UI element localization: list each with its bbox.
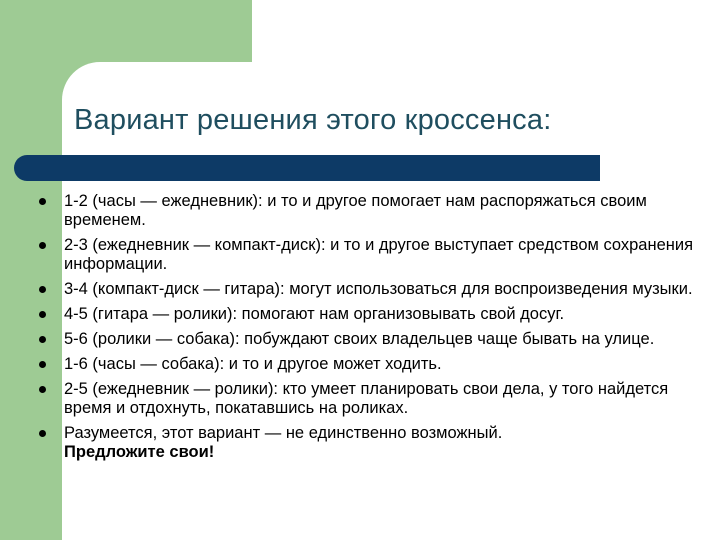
bullet-text: 1-2 (часы — ежедневник): и то и другое помогает нам распоряжаться своим временем. — [64, 192, 647, 229]
bullet-icon — [39, 311, 46, 318]
bullet-icon — [39, 198, 46, 205]
emphasis-text: Предложите свои! — [64, 443, 215, 461]
slide-title: Вариант решения этого кроссенса: — [74, 104, 552, 136]
bullet-icon — [39, 336, 46, 343]
list-item — [36, 236, 706, 274]
bullet-text: 2-3 (ежедневник — компакт-диск): и то и другое выступает средством сохранения информации. — [64, 236, 694, 273]
list-item — [36, 305, 706, 324]
bullet-text: 2-5 (ежедневник — ролики): кто умеет планировать свои дела, у того найдется время и отдохнуть, покатавшись на роликах. — [64, 380, 669, 417]
list-item — [36, 280, 706, 299]
bullet-icon — [39, 430, 46, 437]
bullet-icon — [39, 286, 46, 293]
bullet-text: 1-6 (часы — собака): и то и другое может ходить. — [64, 355, 442, 373]
bullet-text: 3-4 (компакт-диск — гитара): могут использоваться для воспроизведения музыки. — [64, 280, 693, 298]
bullet-list — [36, 192, 706, 468]
list-item — [36, 192, 706, 230]
title-underline-bar — [14, 155, 600, 181]
list-item — [36, 330, 706, 349]
bullet-text: 5-6 (ролики — собака): побуждают своих владельцев чаще бывать на улице. — [64, 330, 655, 348]
bullet-icon — [39, 386, 46, 393]
list-item — [36, 355, 706, 374]
bullet-icon — [39, 361, 46, 368]
list-item — [36, 424, 706, 462]
bullet-icon — [39, 242, 46, 249]
bullet-text: Разумеется, этот вариант — не единственно возможный. — [64, 424, 503, 442]
list-item — [36, 380, 706, 418]
bullet-text: 4-5 (гитара — ролики): помогают нам организовывать свой досуг. — [64, 305, 565, 323]
